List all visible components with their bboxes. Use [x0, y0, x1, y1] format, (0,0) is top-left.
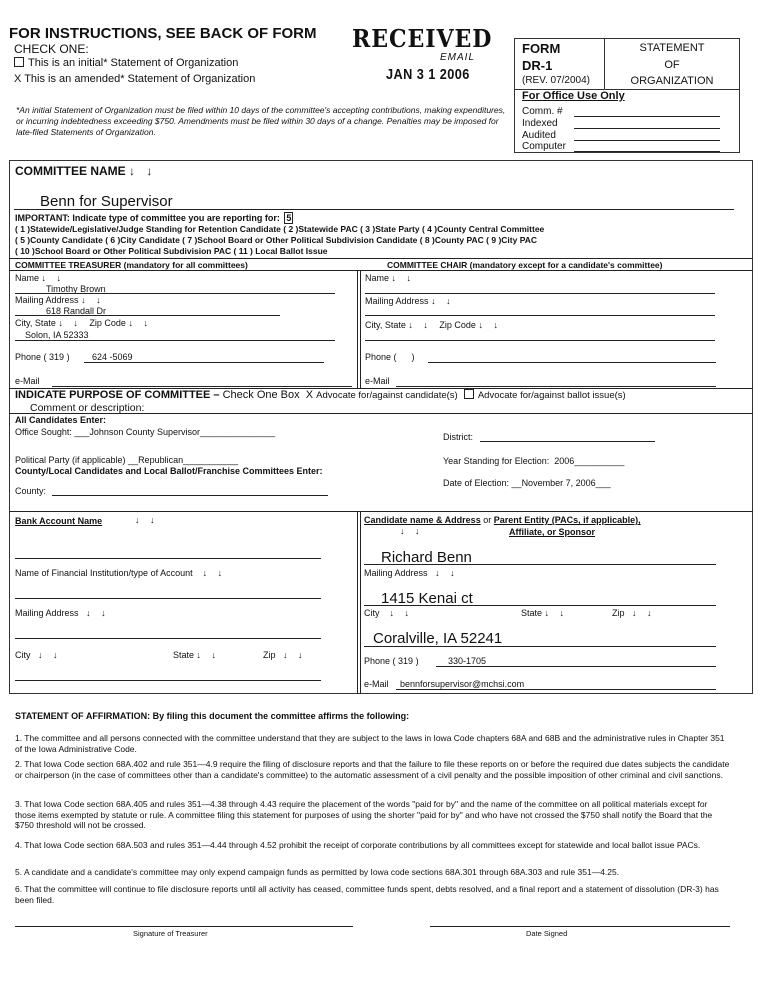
header-underline: [9, 270, 753, 271]
affirmation-item: 6. That the committee will continue to file disclosure reports until all activity has ceased, committee funds spent, debts resolved, and a final report and a statement of dissolution (DR-3) has been filed.: [15, 884, 719, 905]
treasurer-name-line: [15, 293, 335, 294]
year-row: Year Standing for Election: 2006__________: [443, 456, 625, 466]
committee-name-line: [14, 209, 734, 210]
email-stamp: EMAIL: [440, 52, 476, 63]
candidate-city-line: [364, 646, 716, 647]
down-arrow-icon: ↓ ↓: [128, 318, 152, 328]
down-arrow-icon: ↓ ↓: [41, 273, 66, 283]
down-arrow-icon: ↓ ↓: [544, 608, 569, 618]
candidate-email-value[interactable]: bennforsupervisor@mchsi.com: [400, 679, 525, 689]
chair-city-line: [365, 340, 715, 341]
affirmation-item: 1. The committee and all persons connected with the committee understand that they are subject to the laws in Iowa Code chapters 68A and 68B and the administrative rules in Chapter 351 of the Iowa Administrative Code.: [15, 733, 725, 754]
chair-city-label: City, State ↓ ↓ Zip Code ↓ ↓: [365, 320, 502, 330]
ballot-issue-checkbox[interactable]: [464, 389, 474, 399]
amended-option[interactable]: [14, 73, 255, 85]
committee-types-line3: ( 10 )School Board or Other Political Subdivision PAC ( 11 ) Local Ballot Issue: [15, 246, 328, 256]
down-arrow-icon: ↓ ↓: [431, 296, 455, 306]
form-code: DR-1: [522, 58, 553, 73]
treasurer-name-value[interactable]: Timothy Brown: [46, 284, 106, 294]
down-arrow-icon: ↓ ↓: [129, 164, 157, 178]
candidates-divider: [9, 413, 753, 414]
computer-label: Computer: [522, 141, 566, 152]
down-arrow-icon: ↓ ↓: [135, 515, 159, 525]
indexed-line: [574, 128, 720, 129]
candidate-name-value[interactable]: Richard Benn: [381, 549, 472, 566]
bank-candidate-divider: [360, 511, 361, 694]
audited-line: [574, 140, 720, 141]
bank-account-header: Bank Account Name: [15, 516, 103, 526]
office-sought-row: Office Sought: ___Johnson County Supervisor_______________: [15, 427, 276, 437]
treasurer-city-label: City, State ↓ ↓ Zip Code ↓ ↓: [15, 318, 152, 328]
district-label: District:: [443, 432, 473, 442]
candidate-zip-label: Zip ↓ ↓: [612, 608, 656, 618]
committee-type-box[interactable]: 5: [286, 213, 292, 223]
treasurer-phone-line: [84, 362, 324, 363]
affirmation-item: 2. That Iowa Code section 68A.402 and rule 351—4.9 require the filing of disclosure reports and that the failure to file these reports on or before the required due dates subjects the candidate or chairperson (in the case of committees other than a candidate's committee) to the automatic assessment of a civil penalty and the possible imposition of other criminal and civil sanctions.: [15, 759, 730, 780]
affirmation-item: 3. That Iowa Code section 68A.405 and rules 351—4.38 through 4.43 require the placement of the words "paid for by" and the name of the committee on all political materials except for those items exempted by statute or rule. A committee filing this statement for purposes of using the shorter "paid for by" and who have not crossed the $750 shall notify the Board that the $750 threshold will not be crossed.: [15, 799, 713, 830]
purpose-row: INDICATE PURPOSE OF COMMITTEE – Check One Box X Advocate for/against candidate(s) Advocate for/against ballot issue(s): [15, 389, 626, 401]
down-arrow-icon: ↓ ↓: [400, 526, 424, 536]
statement-word: STATEMENT: [639, 42, 705, 54]
down-arrow-icon: ↓ ↓: [391, 273, 416, 283]
down-arrow-icon: ↓ ↓: [81, 295, 105, 305]
comm-number-label: Comm. #: [522, 106, 563, 117]
bank-mailing-line: [15, 638, 321, 639]
down-arrow-icon: ↓ ↓: [86, 608, 110, 618]
chair-phone-label: Phone ( ): [365, 352, 415, 362]
comment-label: Comment or description:: [30, 402, 145, 414]
all-candidates-label: All Candidates Enter:: [15, 415, 107, 425]
county-label: County:: [15, 486, 47, 496]
treasurer-header: COMMITTEE TREASURER (mandatory for all committees): [15, 260, 248, 270]
candidate-city-value[interactable]: Coralville, IA 52241: [373, 630, 503, 647]
candidate-state-label: State ↓ ↓: [521, 608, 569, 618]
bank-mailing-label: Mailing Address ↓ ↓: [15, 608, 110, 618]
of-word: OF: [664, 59, 680, 71]
treasurer-chair-divider: [360, 270, 361, 388]
chair-name-line: [365, 293, 715, 294]
down-arrow-icon: ↓ ↓: [58, 318, 82, 328]
audited-label: Audited: [522, 130, 556, 141]
down-arrow-icon: ↓ ↓: [389, 608, 414, 618]
computer-line: [574, 151, 720, 152]
bank-city-label: City ↓ ↓: [15, 650, 62, 660]
date-signed-line[interactable]: [430, 926, 730, 927]
candidate-email-label: e-Mail: [364, 679, 389, 689]
treasurer-signature-line[interactable]: [15, 926, 353, 927]
down-arrow-icon: ↓ ↓: [408, 320, 432, 330]
treasurer-mailing-label: Mailing Address ↓ ↓: [15, 295, 105, 305]
chair-name-label: Name ↓ ↓: [365, 273, 416, 283]
received-date-stamp: JAN 3 1 2006: [386, 66, 470, 83]
down-arrow-icon: ↓ ↓: [283, 650, 307, 660]
indexed-label: Indexed: [522, 118, 558, 129]
initial-option[interactable]: [14, 57, 238, 69]
party-value[interactable]: Republican: [138, 455, 184, 465]
form-label: FORM: [522, 41, 561, 56]
chair-header: COMMITTEE CHAIR (mandatory except for a candidate's committee): [387, 260, 663, 270]
form-revision: (REV. 07/2004): [522, 75, 591, 86]
treasurer-name-label: Name ↓ ↓: [15, 273, 66, 283]
treasurer-chair-divider-2: [357, 270, 358, 388]
committee-name-label: COMMITTEE NAME ↓ ↓: [15, 164, 157, 178]
treasurer-phone-value[interactable]: 624 -5069: [92, 352, 133, 362]
down-arrow-icon: ↓ ↓: [632, 608, 656, 618]
office-sought-value[interactable]: Johnson County Supervisor: [89, 427, 200, 437]
affirmation-item: 5. A candidate and a candidate's committee may only expend campaign funds as permitted by Iowa code sections 68A.301 through 68A.303 and rule 351—4.25.: [15, 867, 620, 877]
candidate-phone-line: [436, 666, 716, 667]
treasurer-phone-label: Phone ( 319 ): [15, 352, 70, 362]
candidate-name-line: [364, 564, 716, 565]
comm-number-line: [574, 116, 720, 117]
down-arrow-icon: ↓ ↓: [478, 320, 502, 330]
candidate-address-header: Candidate name & Address or Parent Entity (PACs, if applicable),: [364, 515, 641, 525]
candidate-phone-value[interactable]: 330-1705: [448, 656, 487, 666]
party-row: Political Party (if applicable) __Republican___________: [15, 455, 239, 465]
year-value[interactable]: 2006: [554, 456, 575, 466]
candidate-phone-label: Phone ( 319 ): [364, 656, 419, 666]
treasurer-city-value[interactable]: Solon, IA 52333: [25, 330, 89, 340]
bank-zip-label: Zip ↓ ↓: [263, 650, 307, 660]
chair-mailing-label: Mailing Address ↓ ↓: [365, 296, 455, 306]
treasurer-email-line: [52, 386, 352, 387]
bank-state-label: State ↓ ↓: [173, 650, 221, 660]
county-local-label: County/Local Candidates and Local Ballot/Franchise Committees Enter:: [15, 466, 323, 476]
bank-candidate-divider-2: [357, 511, 358, 694]
important-label: IMPORTANT: Indicate type of committee you are reporting for: 5: [15, 213, 292, 223]
bank-divider: [9, 511, 753, 512]
chair-email-label: e-Mail: [365, 376, 390, 386]
election-date-value[interactable]: November 7, 2006: [521, 478, 596, 488]
down-arrow-icon: ↓ ↓: [202, 568, 227, 578]
committee-types-line2: ( 5 )County Candidate ( 6 )City Candidate ( 7 )School Board or Other Political Subdivision Candidate ( 8 )County PAC ( 9 )City PAC: [15, 235, 538, 245]
chair-mailing-line: [365, 315, 715, 316]
initial-label: This is an initial* Statement of Organization: [28, 57, 239, 69]
district-line: [480, 441, 655, 442]
affirmation-title: STATEMENT OF AFFIRMATION: By filing this document the committee affirms the following:: [15, 711, 410, 721]
section-divider: [9, 258, 753, 259]
committee-types-line1: ( 1 )Statewide/Legislative/Judge Standing for Retention Candidate ( 2 )Statewide PAC ( 3 )State Party ( 4 )County Central Committee: [15, 224, 545, 234]
office-use-label: For Office Use Only: [522, 90, 625, 102]
election-date-row: Date of Election: __November 7, 2006___: [443, 478, 611, 488]
initial-checkbox[interactable]: [14, 57, 24, 67]
treasurer-mailing-line: [15, 315, 280, 316]
candidate-email-line: [396, 689, 716, 690]
down-arrow-icon: ↓ ↓: [435, 568, 459, 578]
received-stamp: RECEIVED: [352, 24, 493, 53]
instructions-heading: FOR INSTRUCTIONS, SEE BACK OF FORM: [9, 25, 317, 42]
candidate-address-line: [364, 605, 716, 606]
bank-city-line: [15, 680, 321, 681]
chair-phone-line: [428, 362, 716, 363]
amended-label: This is an amended* Statement of Organization: [24, 73, 256, 85]
candidate-address-value[interactable]: 1415 Kenai ct: [381, 590, 473, 607]
date-signed-label: Date Signed: [526, 929, 568, 938]
institution-label: Name of Financial Institution/type of Account ↓ ↓: [15, 568, 227, 578]
treasurer-email-label: e-Mail: [15, 376, 40, 386]
check-one-label: CHECK ONE:: [14, 42, 89, 56]
treasurer-signature-label: Signature of Treasurer: [133, 929, 208, 938]
organization-word: ORGANIZATION: [630, 75, 714, 87]
chair-email-line: [396, 386, 716, 387]
institution-line: [15, 598, 321, 599]
affiliate-sponsor-label: Affiliate, or Sponsor: [509, 527, 596, 537]
down-arrow-icon: ↓ ↓: [38, 650, 62, 660]
treasurer-city-line: [15, 340, 335, 341]
amended-mark: X: [14, 73, 22, 85]
county-line: [52, 495, 328, 496]
candidate-purpose-mark[interactable]: X: [305, 389, 314, 401]
candidate-mailing-label: Mailing Address ↓ ↓: [364, 568, 459, 578]
affirmation-item: 4. That Iowa Code section 68A.503 and rules 351—4.44 through 4.52 prohibit the receipt of corporate contributions by all committees except for statewide and local ballot issue PACs.: [15, 840, 701, 850]
candidate-city-label: City ↓ ↓: [364, 608, 414, 618]
treasurer-mailing-value[interactable]: 618 Randall Dr: [46, 306, 107, 316]
filing-note: *An initial Statement of Organization must be filed within 10 days of the committee's accepting contributions, making expenditures, or incurring indebtedness exceeding $750. Amendments must be filed within 30 days of a change. Penalties may be imposed for late-filed Statements of Organization.: [16, 105, 506, 137]
committee-name-value[interactable]: Benn for Supervisor: [40, 193, 173, 210]
bank-name-line: [15, 558, 321, 559]
down-arrow-icon: ↓ ↓: [196, 650, 221, 660]
